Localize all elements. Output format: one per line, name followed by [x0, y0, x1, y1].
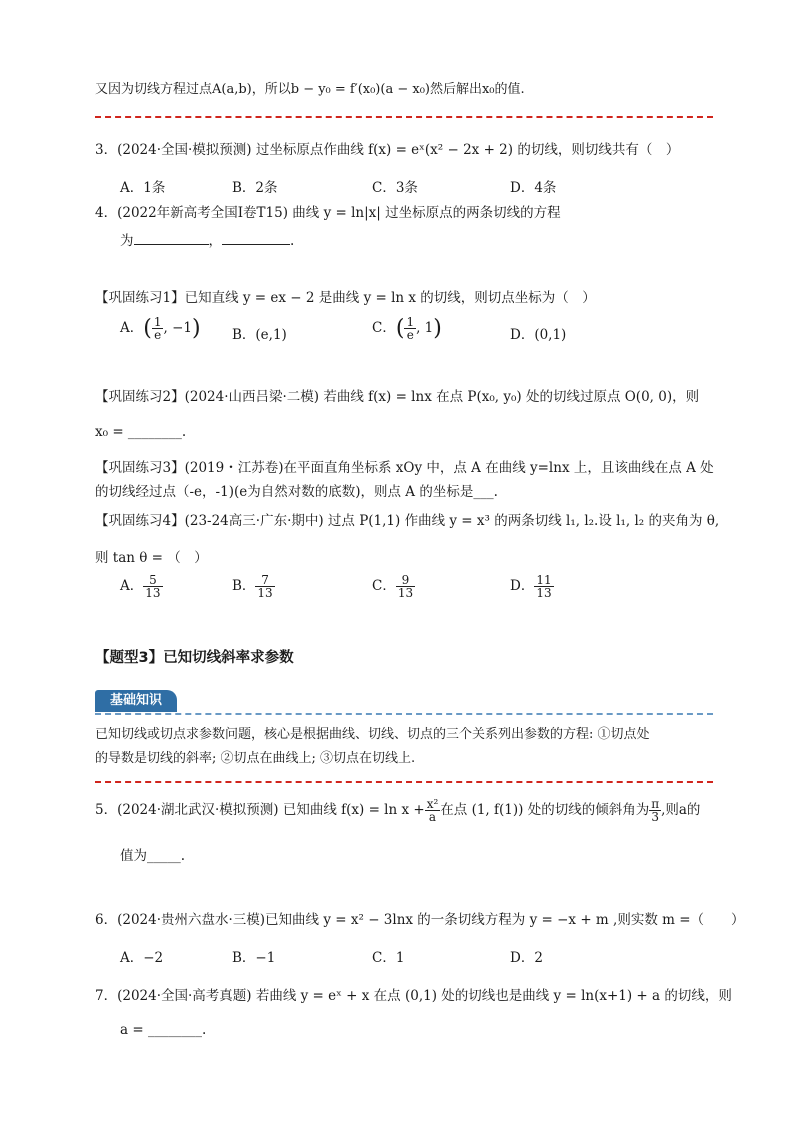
- c1-paren-open-c: (: [395, 316, 405, 341]
- q6-option-b[interactable]: B．−1: [232, 950, 276, 966]
- basic-knowledge-line-1: 已知切线或切点求参数问题，核心是根据曲线、切线、切点的三个关系列出参数的方程: ①切点处: [95, 727, 650, 742]
- q4-answer-line: [120, 229, 294, 249]
- q6-option-d[interactable]: D．2: [510, 950, 543, 966]
- q5-angle-fraction: $\frac{\pi}{3}$: [651, 797, 660, 824]
- c4-option-c[interactable]: [372, 574, 415, 599]
- c4-option-b-fraction: $\frac{7}{13}$: [257, 573, 273, 600]
- question-4-text: 4．(2022年新高考全国I卷T15) 曲线 y = ln|x| 过坐标原点的两条切线的方程: [95, 205, 561, 221]
- q3-option-b[interactable]: B．2条: [232, 180, 278, 196]
- c1-option-c-label: C．: [372, 320, 396, 336]
- q4-prefix: 为: [120, 233, 134, 249]
- consolidation-3-line-2: 的切线经过点（-e，-1)(e为自然对数的底数)，则点 A 的坐标是___.: [95, 484, 498, 500]
- question-5-line-2[interactable]: 值为_____.: [120, 848, 186, 864]
- c4-option-a-label: A．: [120, 578, 144, 594]
- c1-paren-open-a: (: [143, 316, 152, 341]
- question-3-text: 3．(2024·全国·模拟预测) 过坐标原点作曲线 f(x) = eˣ(x² − 2x + 2) 的切线，则切线共有（ ）: [95, 142, 680, 158]
- c4-option-a[interactable]: [120, 574, 163, 599]
- question-6-text: 6．(2024·贵州六盘水·三模)已知曲线 y = x² − 3lnx 的一条切线方程为 y = −x + m ,则实数 m =（ ）: [95, 912, 745, 928]
- c1-option-a-label: A．: [120, 320, 144, 336]
- c1-option-c[interactable]: [372, 316, 442, 341]
- c1-option-c-fraction: $\frac{1}{e}$: [406, 315, 415, 342]
- q4-blank-2[interactable]: [222, 230, 290, 245]
- q3-option-d[interactable]: D．4条: [510, 180, 557, 196]
- consolidation-3-line-1: 【巩固练习3】(2019・江苏卷)在平面直角坐标系 xOy 中，点 A 在曲线 y=lnx 上，且该曲线在点 A 处: [95, 460, 714, 476]
- divider-top: [95, 116, 713, 118]
- basic-knowledge-badge: 基础知识: [95, 690, 177, 712]
- c4-option-d[interactable]: [510, 574, 554, 599]
- c4-option-d-fraction: $\frac{11}{13}$: [536, 573, 552, 600]
- c1-option-b[interactable]: B．(e,1): [232, 327, 287, 343]
- consolidation-2-answer[interactable]: x₀ = ________.: [95, 424, 187, 440]
- c4-option-c-fraction: $\frac{9}{13}$: [397, 573, 414, 600]
- consolidation-4-line-1: 【巩固练习4】(23-24高三·广东·期中) 过点 P(1,1) 作曲线 y = x³ 的两条切线 l₁, l₂.设 l₁, l₂ 的夹角为 θ,: [95, 513, 720, 529]
- question-7-answer[interactable]: a = ________.: [120, 1022, 207, 1038]
- q5-text-b: 在点 (1, f(1)) 处的切线的倾斜角为: [440, 802, 650, 818]
- c4-option-b-label: B．: [232, 578, 256, 594]
- question-7-text: 7．(2024·全国·高考真题) 若曲线 y = eˣ + x 在点 (0,1) 处的切线也是曲线 y = ln(x+1) + a 的切线，则: [95, 988, 732, 1004]
- consolidation-2-text: 【巩固练习2】(2024·山西吕梁·二模) 若曲线 f(x) = lnx 在点 P(x₀, y₀) 处的切线过原点 O(0, 0)，则: [95, 389, 700, 405]
- q4-sep: ，: [208, 233, 222, 249]
- c4-option-c-label: C．: [372, 578, 396, 594]
- q4-blank-1[interactable]: [134, 230, 209, 245]
- c4-option-b[interactable]: [232, 574, 275, 599]
- q4-end: .: [290, 233, 295, 249]
- divider-bottom: [95, 781, 713, 783]
- header-note: 又因为切线方程过点A(a,b)，所以b − y₀ = f′(x₀)(a − x₀)然后解出x₀的值.: [95, 82, 525, 97]
- c1-option-d[interactable]: D．(0,1): [510, 327, 567, 343]
- q5-text-c: ,则a的: [661, 802, 701, 818]
- c1-paren-close-c: ): [433, 316, 442, 341]
- question-5-line-1: [95, 798, 700, 823]
- c4-option-a-fraction: $\frac{5}{13}$: [145, 573, 161, 600]
- c4-option-d-label: D．: [510, 578, 535, 594]
- c1-option-a[interactable]: [120, 316, 201, 341]
- c1-option-a-fraction: $\frac{1}{e}$: [153, 315, 162, 342]
- q5-fraction: $\frac{\text{x²}}{a}$: [426, 797, 439, 824]
- c1-option-a-tail: , −1: [163, 320, 192, 336]
- consolidation-4-line-2: 则 tan θ = （ ）: [95, 550, 208, 566]
- q5-text-a: 5．(2024·湖北武汉·模拟预测) 已知曲线 f(x) = ln x +: [95, 802, 425, 818]
- c1-paren-close-a: ): [191, 316, 201, 341]
- q3-option-a[interactable]: A．1条: [120, 180, 166, 196]
- q6-option-c[interactable]: C．1: [372, 950, 405, 966]
- basic-knowledge-line-2: 的导数是切线的斜率; ②切点在曲线上; ③切点在切线上.: [95, 751, 416, 766]
- q6-option-a[interactable]: A．−2: [120, 950, 164, 966]
- basic-knowledge-rule: [95, 713, 713, 715]
- c1-option-c-tail: , 1: [416, 320, 434, 336]
- section-title: 【题型3】已知切线斜率求参数: [95, 650, 294, 666]
- q3-option-c[interactable]: C．3条: [372, 180, 418, 196]
- consolidation-1-text: 【巩固练习1】已知直线 y = ex − 2 是曲线 y = ln x 的切线，则切点坐标为（ ）: [95, 290, 596, 306]
